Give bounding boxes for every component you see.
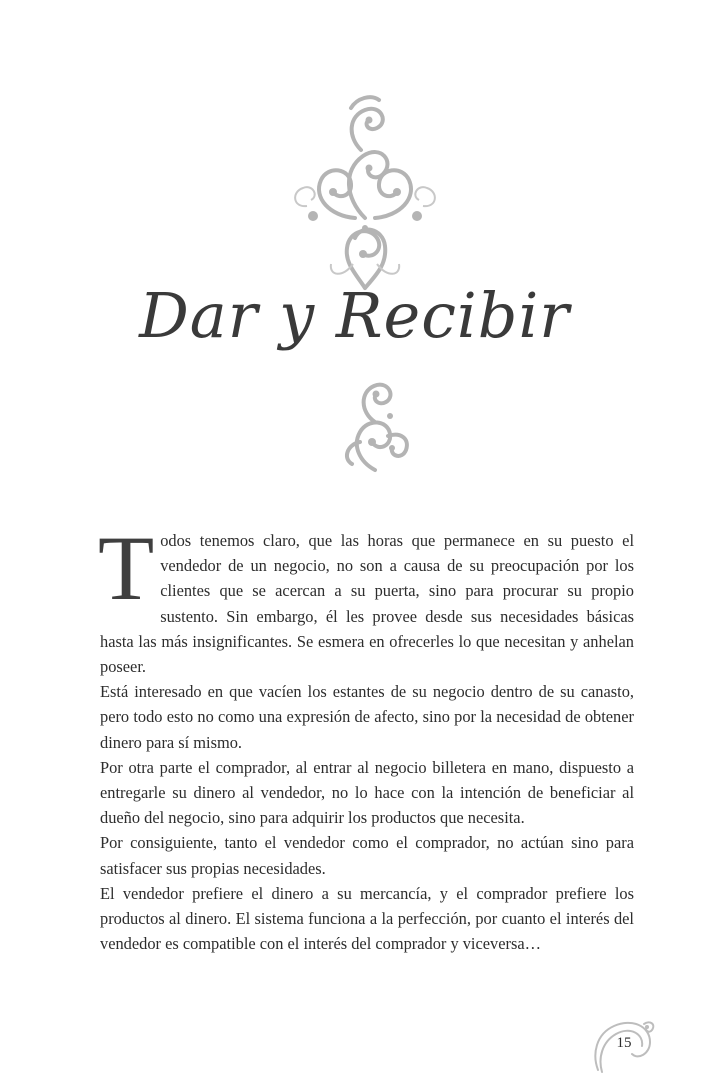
paragraph: Por otra parte el comprador, al entrar al negocio billetera en mano, dispuesto a entregarle su dinero al vendedor, no lo hace con la intención de beneficiar al dueño del negocio, sino para adquirir los productos que necesita. bbox=[100, 757, 634, 828]
paragraph: Por consiguiente, tanto el vendedor como el comprador, no actúan sino para satisfacer sus propias necesidades. bbox=[100, 833, 634, 878]
page-number: 15 bbox=[616, 1035, 632, 1051]
drop-cap: T bbox=[98, 517, 155, 619]
body-text bbox=[98, 517, 634, 956]
small-flourish-ornament-icon bbox=[330, 372, 420, 477]
paragraph: El vendedor prefiere el dinero a su mercancía, y el comprador prefiere los productos al dinero. El sistema funciona a la perfección, por cuanto el interés del vendedor es compatible con el interés del comprador y viceversa… bbox=[100, 883, 634, 954]
paragraph: Está interesado en que vacíen los estantes de su negocio dentro de su canasto, pero todo esto no como una expresión de afecto, sino por la necesidad de obtener dinero para sí mismo. bbox=[100, 682, 634, 752]
chapter-title: Dar y Recibir bbox=[139, 279, 570, 352]
first-paragraph bbox=[98, 517, 634, 679]
paragraph-text: odos tenemos claro, que las horas que permanece en su puesto el vendedor de un negocio, no son a causa de su preocupación por los clientes que se acercan a su puerta, sino para procurar su propio sustento. Sin embargo, él les provee desde sus necesidades básicas hasta las más insignificantes. Se esmera en ofrecerles lo que necesitan y anhelan poseer. bbox=[100, 531, 634, 677]
flourish-ornament-icon bbox=[285, 88, 445, 298]
